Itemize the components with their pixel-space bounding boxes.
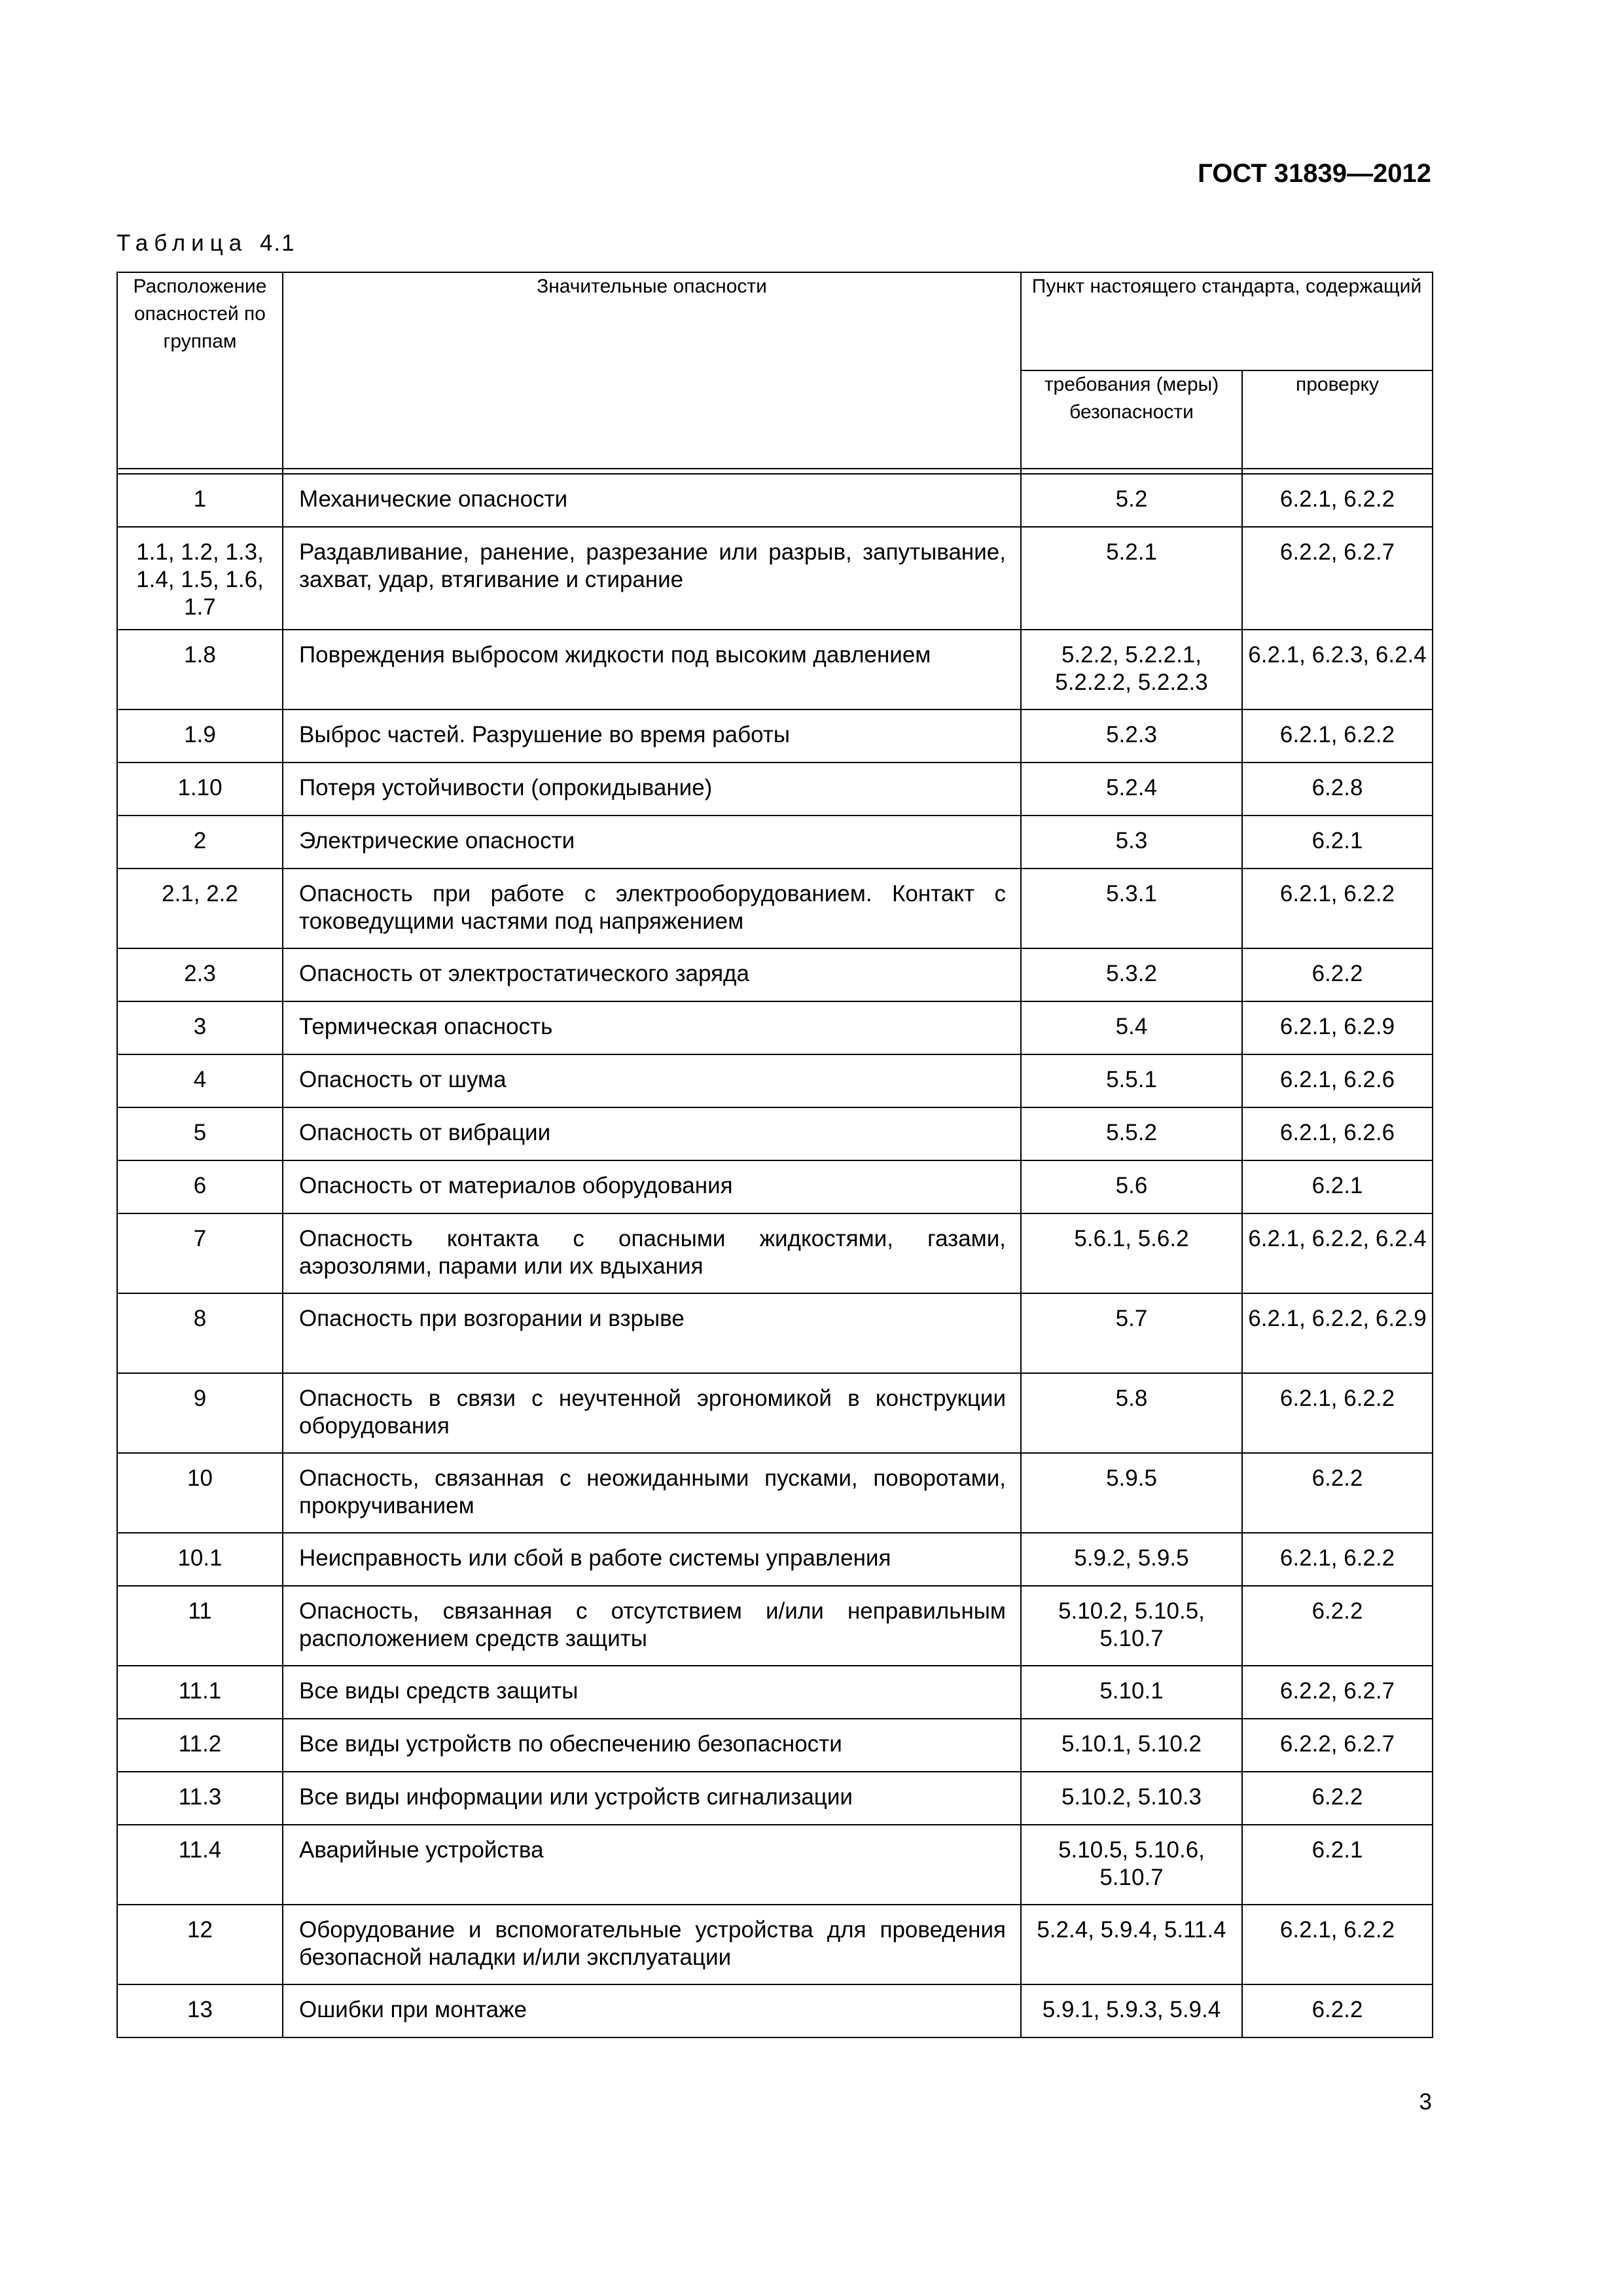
table-row — [117, 869, 1433, 948]
hazard-cell: Все виды устройств по обеспечению безопасности — [283, 1719, 1021, 1772]
group-cell: 12 — [117, 1905, 283, 1984]
group-cell: 11.1 — [117, 1666, 283, 1719]
group-cell: 1.10 — [117, 762, 283, 816]
requirements-cell: 5.5.2 — [1021, 1107, 1242, 1160]
group-cell: 11.4 — [117, 1825, 283, 1905]
table-row — [117, 1984, 1433, 2037]
requirements-cell: 5.10.5, 5.10.6, 5.10.7 — [1021, 1825, 1242, 1905]
hazard-cell: Потеря устойчивости (опрокидывание) — [283, 762, 1021, 816]
hazard-cell: Электрические опасности — [283, 816, 1021, 869]
table-body — [117, 474, 1433, 2037]
table-row — [117, 1666, 1433, 1719]
requirements-cell: 5.9.2, 5.9.5 — [1021, 1533, 1242, 1586]
verification-cell: 6.2.1, 6.2.2 — [1242, 709, 1433, 762]
verification-cell: 6.2.1 — [1242, 1160, 1433, 1213]
header-clause: Пункт настоящего стандарта, содержащий — [1021, 272, 1433, 370]
table-row — [117, 527, 1433, 630]
table-row — [117, 1293, 1433, 1373]
requirements-cell: 5.2.4, 5.9.4, 5.11.4 — [1021, 1905, 1242, 1984]
hazard-cell: Оборудование и вспомогательные устройства для проведения безопасной наладки и/или эксплуатации — [283, 1905, 1021, 1984]
verification-cell: 6.2.2 — [1242, 1453, 1433, 1533]
table-header — [117, 272, 1433, 474]
table-row — [117, 1054, 1433, 1107]
verification-cell: 6.2.1, 6.2.2, 6.2.4 — [1242, 1213, 1433, 1293]
table-caption — [116, 230, 296, 257]
group-cell: 6 — [117, 1160, 283, 1213]
verification-cell: 6.2.1, 6.2.6 — [1242, 1107, 1433, 1160]
group-cell: 1.1, 1.2, 1.3, 1.4, 1.5, 1.6, 1.7 — [117, 527, 283, 630]
hazard-cell: Опасность, связанная с отсутствием и/или неправильным расположением средств защиты — [283, 1586, 1021, 1666]
requirements-cell: 5.9.5 — [1021, 1453, 1242, 1533]
group-cell: 11.3 — [117, 1772, 283, 1825]
group-cell: 10.1 — [117, 1533, 283, 1586]
hazard-cell: Все виды информации или устройств сигнализации — [283, 1772, 1021, 1825]
hazards-table — [116, 272, 1433, 2038]
group-cell: 4 — [117, 1054, 283, 1107]
group-cell: 3 — [117, 1001, 283, 1054]
verification-cell: 6.2.1, 6.2.3, 6.2.4 — [1242, 630, 1433, 709]
document-code: ГОСТ 31839—2012 — [1198, 159, 1431, 188]
hazard-cell: Все виды средств защиты — [283, 1666, 1021, 1719]
requirements-cell: 5.10.1 — [1021, 1666, 1242, 1719]
group-cell: 5 — [117, 1107, 283, 1160]
verification-cell: 6.2.1, 6.2.2, 6.2.9 — [1242, 1293, 1433, 1373]
table-row — [117, 1453, 1433, 1533]
header-hazards: Значительные опасности — [283, 272, 1021, 469]
hazard-cell: Опасность при работе с электрооборудованием. Контакт с токоведущими частями под напряжением — [283, 869, 1021, 948]
group-cell: 9 — [117, 1373, 283, 1453]
header-requirements: требования (меры) безопасности — [1021, 370, 1242, 469]
requirements-cell: 5.7 — [1021, 1293, 1242, 1373]
requirements-cell: 5.2.4 — [1021, 762, 1242, 816]
hazard-cell: Термическая опасность — [283, 1001, 1021, 1054]
table-row — [117, 948, 1433, 1001]
group-cell: 2.3 — [117, 948, 283, 1001]
table-row — [117, 1001, 1433, 1054]
hazard-cell: Раздавливание, ранение, разрезание или разрыв, запутывание, захват, удар, втягивание и стирание — [283, 527, 1021, 630]
verification-cell: 6.2.1, 6.2.2 — [1242, 869, 1433, 948]
requirements-cell: 5.5.1 — [1021, 1054, 1242, 1107]
group-cell: 2.1, 2.2 — [117, 869, 283, 948]
group-cell: 11 — [117, 1586, 283, 1666]
verification-cell: 6.2.1 — [1242, 1825, 1433, 1905]
requirements-cell: 5.10.2, 5.10.3 — [1021, 1772, 1242, 1825]
page-number: 3 — [1419, 2089, 1432, 2115]
table-row — [117, 1373, 1433, 1453]
group-cell: 2 — [117, 816, 283, 869]
table-row — [117, 762, 1433, 816]
verification-cell: 6.2.1 — [1242, 816, 1433, 869]
verification-cell: 6.2.1, 6.2.9 — [1242, 1001, 1433, 1054]
requirements-cell: 5.8 — [1021, 1373, 1242, 1453]
table-caption-word: Таблица — [116, 230, 248, 256]
verification-cell: 6.2.2 — [1242, 948, 1433, 1001]
hazard-cell: Опасность от вибрации — [283, 1107, 1021, 1160]
requirements-cell: 5.9.1, 5.9.3, 5.9.4 — [1021, 1984, 1242, 2037]
hazard-cell: Ошибки при монтаже — [283, 1984, 1021, 2037]
group-cell: 7 — [117, 1213, 283, 1293]
table-row — [117, 1905, 1433, 1984]
table-row — [117, 1213, 1433, 1293]
group-cell: 10 — [117, 1453, 283, 1533]
hazard-cell: Повреждения выбросом жидкости под высоким давлением — [283, 630, 1021, 709]
group-cell: 1.9 — [117, 709, 283, 762]
requirements-cell: 5.2.3 — [1021, 709, 1242, 762]
hazard-cell: Механические опасности — [283, 474, 1021, 527]
table-row — [117, 816, 1433, 869]
group-cell: 11.2 — [117, 1719, 283, 1772]
requirements-cell: 5.3 — [1021, 816, 1242, 869]
requirements-cell: 5.3.1 — [1021, 869, 1242, 948]
verification-cell: 6.2.1, 6.2.6 — [1242, 1054, 1433, 1107]
verification-cell: 6.2.1, 6.2.2 — [1242, 1373, 1433, 1453]
table-row — [117, 1772, 1433, 1825]
requirements-cell: 5.10.2, 5.10.5, 5.10.7 — [1021, 1586, 1242, 1666]
requirements-cell: 5.3.2 — [1021, 948, 1242, 1001]
requirements-cell: 5.2 — [1021, 474, 1242, 527]
verification-cell: 6.2.8 — [1242, 762, 1433, 816]
group-cell: 8 — [117, 1293, 283, 1373]
verification-cell: 6.2.1, 6.2.2 — [1242, 1533, 1433, 1586]
verification-cell: 6.2.2, 6.2.7 — [1242, 527, 1433, 630]
hazard-cell: Опасность в связи с неучтенной эргономикой в конструкции оборудования — [283, 1373, 1021, 1453]
table-row — [117, 1825, 1433, 1905]
requirements-cell: 5.10.1, 5.10.2 — [1021, 1719, 1242, 1772]
verification-cell: 6.2.2 — [1242, 1586, 1433, 1666]
verification-cell: 6.2.2, 6.2.7 — [1242, 1719, 1433, 1772]
hazard-cell: Аварийные устройства — [283, 1825, 1021, 1905]
hazard-cell: Неисправность или сбой в работе системы управления — [283, 1533, 1021, 1586]
hazard-cell: Выброс частей. Разрушение во время работы — [283, 709, 1021, 762]
requirements-cell: 5.6.1, 5.6.2 — [1021, 1213, 1242, 1293]
verification-cell: 6.2.1, 6.2.2 — [1242, 1905, 1433, 1984]
verification-cell: 6.2.1, 6.2.2 — [1242, 474, 1433, 527]
verification-cell: 6.2.2 — [1242, 1984, 1433, 2037]
group-cell: 13 — [117, 1984, 283, 2037]
header-separator — [117, 469, 1433, 474]
hazard-cell: Опасность при возгорании и взрыве — [283, 1293, 1021, 1373]
hazard-cell: Опасность от материалов оборудования — [283, 1160, 1021, 1213]
verification-cell: 6.2.2 — [1242, 1772, 1433, 1825]
header-group: Расположение опасностей по группам — [117, 272, 283, 469]
table-caption-number: 4.1 — [259, 230, 296, 256]
table-row — [117, 474, 1433, 527]
table-row — [117, 1586, 1433, 1666]
hazard-cell: Опасность от шума — [283, 1054, 1021, 1107]
requirements-cell: 5.2.2, 5.2.2.1, 5.2.2.2, 5.2.2.3 — [1021, 630, 1242, 709]
hazard-cell: Опасность контакта с опасными жидкостями, газами, аэрозолями, парами или их вдыхания — [283, 1213, 1021, 1293]
hazard-cell: Опасность, связанная с неожиданными пусками, поворотами, прокручиванием — [283, 1453, 1021, 1533]
table-row — [117, 709, 1433, 762]
table-row — [117, 1160, 1433, 1213]
requirements-cell: 5.4 — [1021, 1001, 1242, 1054]
header-verification: проверку — [1242, 370, 1433, 469]
table-row — [117, 1719, 1433, 1772]
group-cell: 1 — [117, 474, 283, 527]
table-row — [117, 630, 1433, 709]
table-row — [117, 1533, 1433, 1586]
table-row — [117, 1107, 1433, 1160]
requirements-cell: 5.2.1 — [1021, 527, 1242, 630]
requirements-cell: 5.6 — [1021, 1160, 1242, 1213]
hazard-cell: Опасность от электростатического заряда — [283, 948, 1021, 1001]
group-cell: 1.8 — [117, 630, 283, 709]
verification-cell: 6.2.2, 6.2.7 — [1242, 1666, 1433, 1719]
